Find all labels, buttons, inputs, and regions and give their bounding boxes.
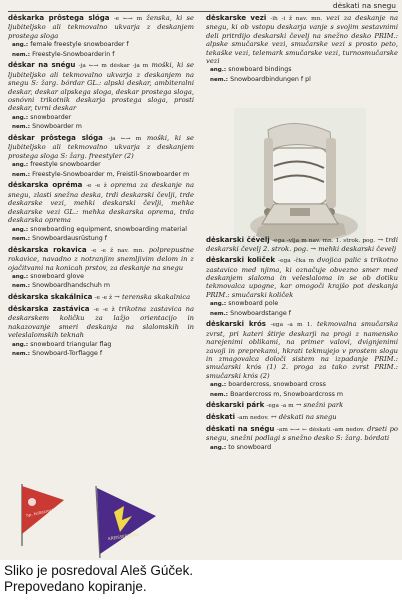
translation-language-tag: ang.: (12, 226, 29, 233)
entry-headword: dėskar prôstega slóga (8, 134, 103, 143)
translation-language-tag: ang.: (210, 67, 227, 74)
entry-definition: oprema za deskanje na snegu, zlasti snežna deska, trdi deskarski čevlji, trde deskarske vezi, mehki deskarski čevlji, mehke deskarske vezi GL.: mehka deskarska oprema, trda deskarska oprema (8, 181, 194, 225)
translation-language-tag: ang.: (210, 444, 227, 451)
caption-line-1: Sliko je posredoval Aleš Gúček. (4, 563, 194, 578)
translation-text: snowboard triangular flag (30, 340, 112, 348)
entry-headword: dėskarski párk (206, 401, 265, 410)
translation-text: freestyle snowboarder (30, 161, 101, 169)
translation-text: Snowboardstange f (230, 309, 291, 317)
dictionary-entry (206, 236, 398, 254)
entry-grammar: -ja ←→ m dėskar -ja m (78, 63, 149, 70)
image-caption (4, 563, 193, 595)
translation-text: Snowboardhandschuh m (32, 282, 110, 290)
dictionary-entry (206, 425, 398, 452)
entry-definition: trikotna zastavica na deskarskem količku za lažjo orientacijo in nakazovanje smeri deskanja na slalomskih in veleslalomskih teknah (8, 304, 195, 340)
entry-definition: polprepustne rokavice, navadno z notranjim snemljivim delom in z ojačitvami na konicah prstov, za deskanje na snegu (8, 245, 194, 272)
dictionary-entry (8, 305, 194, 358)
translation-text: boardercross, snowboard cross (228, 381, 326, 389)
translation-language-tag: nem.: (12, 124, 30, 131)
entry-grammar: -ega -vlja m nav. mn. 1. strok. pog. (272, 238, 376, 244)
translation-text: snowboard pole (228, 300, 279, 308)
translation-language-tag: ang.: (12, 341, 29, 348)
entry-definition: ženska, ki se ljubiteljsko ali tekmovalno ukvarja z deskanjem prostega sloga (8, 14, 194, 40)
entry-headword: dėskar na snégu (8, 61, 76, 70)
entry-definition: → snežni park (295, 401, 344, 410)
caption-line-2: Prepovedano kopiranje. (4, 579, 147, 594)
translation-language-tag: ang.: (12, 162, 29, 169)
translation-language-tag: nem.: (210, 391, 228, 398)
entry-grammar: -ega -čka m (278, 258, 314, 265)
entry-grammar: -e -e ž nav. mn. (91, 247, 145, 254)
dictionary-entry (206, 320, 398, 399)
entry-headword: dėskarska zastávica (8, 304, 90, 313)
entry-definition: → terenska skakalnica (114, 293, 191, 302)
translation-language-tag: nem.: (12, 51, 30, 58)
entry-grammar: -ja ←→ m (108, 136, 142, 143)
right-column-bottom (206, 236, 398, 455)
translation-text: snowboarder (30, 113, 72, 121)
entry-definition: moški, ki se ljubiteljsko ali tekmovalno ukvarja z deskanjem na snegu S: žarg. bórdar GL.: alpski deskar, ambiteralni deskar, deskar alpskega sloga, deskar prostega sloga, osnóvni trikotnik deskarja prostega sloga, prosti deskar, tvrni deskar (8, 61, 194, 113)
entry-headword: dėskati (206, 413, 236, 422)
entry-grammar: -e -e ž (86, 183, 107, 190)
entry-headword: dėskati na snégu (206, 425, 275, 434)
entry-headword: dėskarska rokavica (8, 245, 87, 254)
entry-definition: → trdi deskarski čevelj 2. strok. pog. → mehki deskarski čevelj (206, 236, 398, 254)
entry-headword: dėskarska skakálnica (8, 293, 93, 302)
dictionary-entry (206, 256, 398, 318)
translation-text: to snowboard (228, 443, 272, 451)
translation-text: snowboard glove (30, 272, 84, 280)
translation-text: female freestyle snowboarder f (30, 41, 129, 49)
entry-grammar: -am ←→ ← dėskati -am nedov. (276, 427, 365, 434)
translation-language-tag: ang.: (210, 382, 227, 389)
snowboard-flags-illustration (8, 476, 194, 560)
dictionary-entry (206, 401, 398, 410)
entry-grammar: -am nedov. (237, 415, 269, 422)
entry-headword: dėskarski količek (206, 256, 276, 265)
header-rule (8, 11, 398, 12)
entry-headword: dėskarski krós (206, 320, 266, 329)
entry-definition: moški, ki se ljubiteljsko ali tekmovalno ukvarja z deskanjem prostega sloga S: žarg. freestyler (2) (8, 134, 195, 160)
red-flag-text: hp. holtecrock (25, 507, 55, 518)
left-column (8, 14, 194, 361)
entry-grammar: -ega -a m (266, 403, 294, 410)
entry-headword: dėskarka prôstega slóga (8, 14, 110, 22)
dictionary-entry (206, 14, 398, 84)
dictionary-entry (8, 246, 194, 291)
dictionary-entry (8, 61, 194, 131)
translation-text: Snowboard-Torflagge f (32, 349, 103, 357)
translation-language-tag: ang.: (12, 273, 29, 280)
translation-language-tag: ang.: (210, 301, 227, 308)
entry-grammar: -e ←→ m (113, 16, 143, 22)
translation-language-tag: nem.: (12, 171, 30, 178)
translation-text: snowboarding equipment, snowboarding material (30, 225, 188, 233)
entry-headword: dėskarski čévelj (206, 236, 270, 244)
translation-text: Boardercross m, Snowboardcross m (230, 390, 344, 398)
translation-text: Freestyle-Snowboarderin f (32, 50, 115, 58)
entry-definition: dvojica palic s trikotno zastavico med njima, ki označuje obvezno smer med deskanjem slaloma in veleslaloma in se ob dotiku tekmovalca upogne, kar omogoči krajšo pot deskanja PRIM.: smučarski količek (206, 256, 398, 299)
translation-language-tag: nem.: (12, 235, 30, 242)
translation-language-tag: nem.: (12, 350, 30, 357)
entry-definition: vezi za deskanje na snegu, ki ob vstopu deskarja vanje s svojim sestavnimi deli pritrdijo deskarski čevelj na snežno desko PRIM.: alpske smučarske vezi, smučarske vezi s prosto peto, tekaške vezi, telemark smučarske vezi, turnosmučarske vezi (206, 14, 398, 66)
entry-grammar: -e -e ž (94, 295, 113, 302)
translation-language-tag: ang.: (12, 114, 29, 121)
dictionary-entry (8, 293, 194, 302)
translation-text: snowboard bindings (228, 66, 292, 74)
entry-grammar: -ega -a m 1. (270, 322, 313, 329)
entry-definition: drseti po snegu, snežni podlagi s snežno desko S: žarg. bórdati (206, 425, 398, 443)
translation-text: Snowboardausrüstung f (32, 234, 107, 242)
entry-definition: ↔ dėskati na snegu (270, 413, 337, 422)
dictionary-entry (8, 134, 194, 179)
translation-language-tag: nem.: (210, 76, 228, 83)
dictionary-entry (8, 14, 194, 59)
purple-flag-text: KREISSERBERG (107, 531, 139, 542)
entry-definition: tekmovalna smučarska zvrst, pri kateri štirje deskarji na progi z namensko narejenimi oblikami, na primer valovi, dvignjenimi zavoji in preprekami, hkrati tekmujejo v prostem slogu in zmagovalca določi sistem na izpadanje PRIM.: smučarski krós (1) 2. proga za tako zvrst PRIM.: smučarski krós (2) (206, 320, 399, 380)
entry-grammar: -ih -i ž nav. mn. (270, 16, 323, 22)
translation-text: Snowboardbindungen f pl (230, 75, 311, 83)
translation-language-tag: nem.: (210, 310, 228, 317)
running-head: dėskati na snegu (332, 1, 396, 10)
translation-text: Snowboarder m (32, 123, 82, 131)
entry-headword: dėskarske vezi (206, 14, 267, 22)
entry-headword: dėskarska opréma (8, 181, 83, 190)
right-column-top (206, 14, 398, 87)
translation-language-tag: ang.: (12, 42, 29, 49)
dictionary-entry (206, 413, 398, 422)
dictionary-entry (8, 181, 194, 243)
entry-grammar: -e -e ž (93, 306, 115, 313)
translation-text: Freestyle-Snowboarder m, Freistil-Snowboarder m (32, 170, 190, 178)
translation-language-tag: nem.: (12, 283, 30, 290)
